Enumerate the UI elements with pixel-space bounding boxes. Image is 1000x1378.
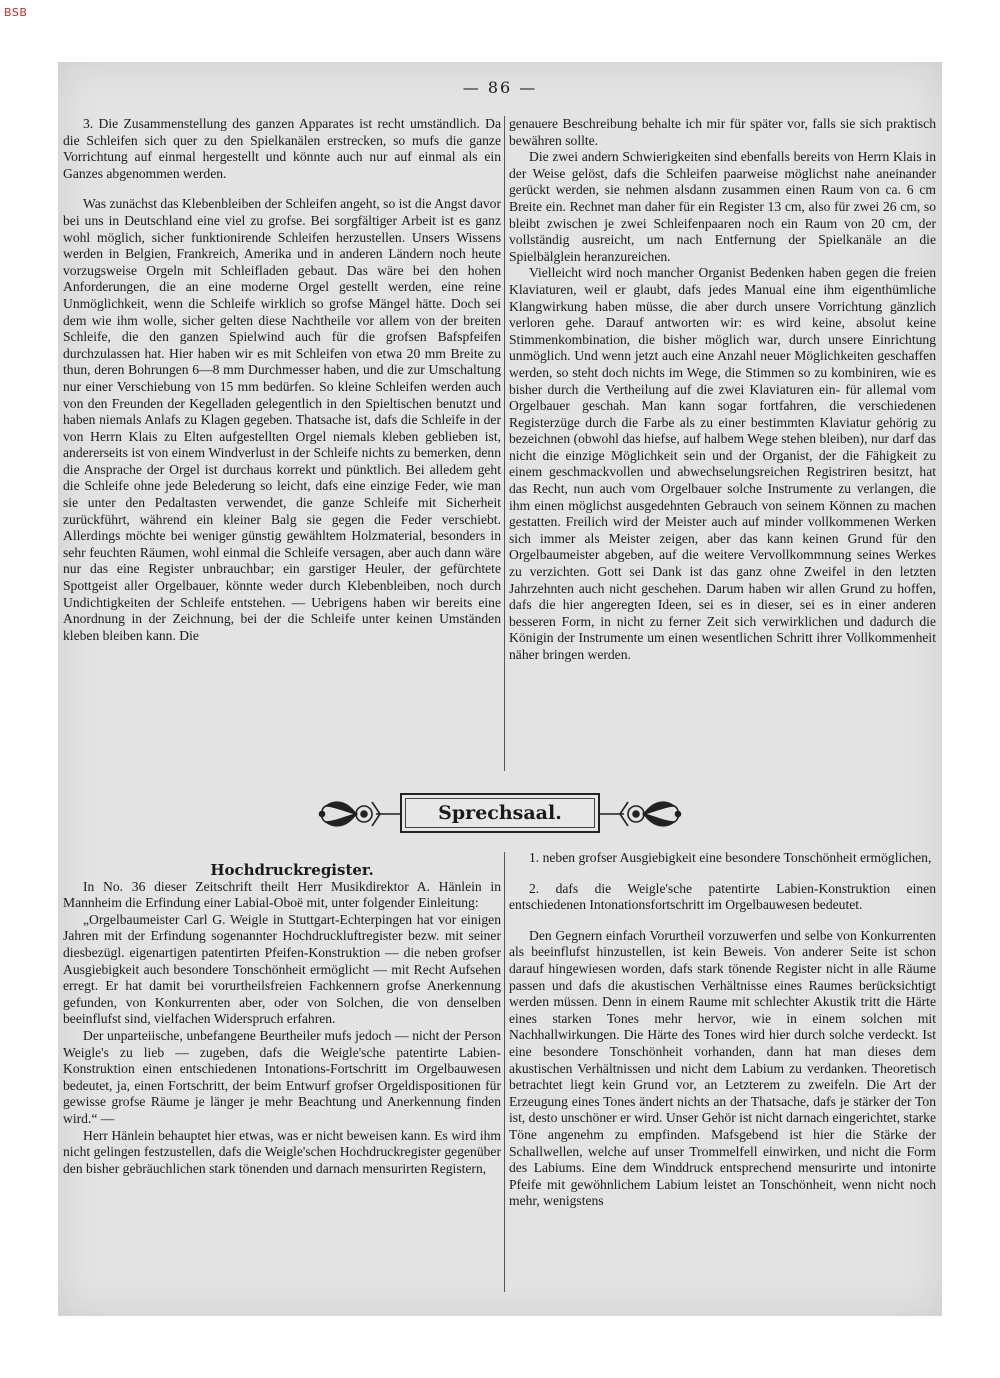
ornament-left-icon bbox=[316, 792, 400, 836]
paragraph: Was zunächst das Klebenbleiben der Schleifen angeht, so ist die Angst davor bei uns in Deutschland eine viel zu grofse. Bei sorgfältiger Arbeit ist es ganz wohl möglich, sicher funktionirende Schleifen herzustellen. Unsers Wissens werden in Belgien, Frankreich, Amerika und in anderen Ländern noch heute vorzugsweise Orgeln mit Schleifladen gebaut. Das wäre bei den hohen Anforderungen, die an eine moderne Orgel gestellt werden, eine reine Unmöglichkeit, wenn die Schleife wirklich so grofse Mängel hätte. Doch sei dem wie ihm wolle, sicher gelten diese Nachtheile vor allem von der breiten Schleife, die den ganzen Spielwind auch für die grofsen Bafspfeifen durchzulassen hat. Hier haben wir es mit Schleifen von etwa 20 mm Breite zu thun, deren Bohrungen 6—8 mm Durchmesser haben, und die zur Umschaltung nur einer Verschiebung von 15 mm bedürfen. So kleine Schleifen werden auch von den Freunden der Kegelladen gelegentlich in den Spieltischen benutzt und haben niemals Anlafs zu Klagen gegeben. Thatsache ist, dafs die Schleife in der von Herrn Klais zu Elten aufgestellten Orgel niemals kleben geblieben ist, andererseits ist von einem Windverlust in der Schleife nichts zu bemerken, denn die Ansprache der Orgel ist durchaus korrekt und pünktlich. Bei alledem geht die Schleife ohne jede Belederung so leicht, dafs eine einzige Feder, wie man sie unter den Pedaltasten verwendet, die ganze Schleife mit Sicherheit zurückführt, während ein kleiner Balg sie gegen die Feder verschiebt. Allerdings möchte bei weniger günstig gewähltem Holzmaterial, besonders in sehr feuchten Räumen, wohl einmal die Schleife versagen, aber auch dann wäre nur das eine Register unbrauchbar; ein garstiger Heuler, der gefürchtete Spottgeist aller Orgelbauer, könnte weder durch Klebenbleiben, noch durch Undichtigkeiten der Schleife entstehen. — Uebrigens haben wir bereits eine Anordnung in der Zeichnung, bei der die Schleife unter keinen Umständen kleben bleiben kann. Die bbox=[63, 196, 501, 643]
paragraph: 2. dafs die Weigle'sche patentirte Labien-Konstruktion einen entschiedenen Intonationsfortschritt im Orgelbauwesen bedeutet. bbox=[509, 880, 936, 913]
paragraph: Der unparteiische, unbefangene Beurtheiler mufs jedoch — nicht der Person Weigle's zu lieb — zugeben, dafs die Weigle'sche patentirte Labien-Konstruktion einen entschiedenen Intonations-Fortschritt im Orgelbauwesen bedeutet, ja, einen Fortschritt, der beim Entwurf grofser Orgeldispositionen für gewisse grofse Räume je länger je mehr Beachtung und Anerkennung finden wird.“ — bbox=[63, 1027, 501, 1126]
paragraph: Herr Hänlein behauptet hier etwas, was er nicht beweisen kann. Es wird ihm nicht gelingen festzustellen, dafs die Weigle'schen Hochdruckregister gegenüber den bisher gebräuchlichen stark tönenden und darnach mensurirten Registern, bbox=[63, 1127, 501, 1176]
paragraph: In No. 36 dieser Zeitschrift theilt Herr Musikdirektor A. Hänlein in Mannheim die Erfindung einer Labial-Oboë mit, unter folgender Einleitung: bbox=[63, 878, 501, 911]
article-heading: Hochdruckregister. bbox=[210, 861, 374, 879]
section-title: Sprechsaal. bbox=[438, 802, 562, 824]
library-watermark: BSB bbox=[4, 6, 28, 19]
paragraph: Vielleicht wird noch mancher Organist Bedenken haben gegen die freien Klaviaturen, weil er glaubt, dafs jedes Manual eine ihm eigenthümliche Klangwirkung haben müsse, die aber durch unsere Vorrichtung gänzlich verloren gehe. Darauf antworten wir: es wird keine, absolut keine Stimmenkombination, die bisher möglich war, durch unsere Einrichtung unmöglich. Und wenn jetzt auch eine Anzahl neuer Möglichkeiten geschaffen werden, so steht doch nichts im Wege, die Stimmen so zu kombiniren, wie es bisher durch die Vertheilung auf die zwei Klaviaturen ein- für allemal vom Orgelbauer geschah. Man kann sogar fortfahren, die verschiedenen Registerzüge durch die Farbe als zu einer bestimmten Klaviatur gehörig zu bezeichnen (obwohl das hiefse, auf halbem Wege stehen bleiben), nur darf das nicht die einzige Möglichkeit sein und der Organist, der die Fähigkeit zu einem geschmackvollen und abwechselungsreichen Registriren besitzt, hat das Recht, nun auch vom Orgelbauer solche Instrumente zu verlangen, die ihm einen möglichst ausgedehnten Gebrauch von seinem Können zu machen gestatten. Freilich wird der Meister auch auf minder vollkommenen Werken sich immer als Meister zeigen, aber das kann keinen Grund für den Orgelbaumeister abgeben, auf die weitere Vervollkommnung seines Werkes zu verzichten. Gott sei Dank ist das ganz ohne Zweifel in den letzten Jahrzehnten auch nicht geschehen. Darum haben wir allen Grund zu hoffen, dafs die hier angeregten Ideen, sei es in dieser, sei es in einer anderen besseren Form, in nicht zu ferner Zeit sich verwirklichen und dadurch die Königin der Instrumente um einen wesentlichen Schritt ihrer Vollkommenheit näher bringen werden. bbox=[509, 265, 936, 662]
paragraph: genauere Beschreibung behalte ich mir für später vor, falls sie sich praktisch bewähren sollte. bbox=[509, 116, 936, 148]
bottom-left-column bbox=[63, 862, 501, 1177]
column-divider-bottom bbox=[504, 852, 505, 1292]
column-divider-top bbox=[504, 116, 505, 771]
section-header bbox=[316, 790, 684, 838]
ornament-right-icon bbox=[600, 792, 684, 836]
section-title-box bbox=[400, 793, 600, 833]
scanned-page bbox=[58, 62, 942, 1316]
page-number: — 86 — bbox=[462, 78, 538, 97]
paragraph: Die zwei andern Schwierigkeiten sind ebenfalls bereits von Herrn Klais in der Weise gelöst, dafs die Schleifen paarweise möglichst nahe aneinander gerückt werden, sie nehmen alsdann zusammen einen Raum von ca. 6 cm Breite ein. Rechnet man daher für ein Register 13 cm, also für zwei 26 cm, so bleibt zwischen je zwei Schleifenpaaren noch ein Raum von 20 cm, der vollständig ausreicht, um nach Entfernung der Spielkanäle an die Spielbälglein heranzureichen. bbox=[509, 149, 936, 264]
paragraph: „Orgelbaumeister Carl G. Weigle in Stuttgart-Echterpingen hat vor einigen Jahren mit der Erfindung sogenannter Hochdruckluftregister bezw. mit seiner diesbezügl. eigenartigen patentirten Pfeifen-Konstruktion — die neben grofser Ausgiebigkeit auch besondere Tonschönheit ermöglicht — mit Recht Aufsehen erregt. Er hat damit bei vorurtheilsfreien Fachkennern grofse Anerkennung gefunden, von Konkurrenten aber, oder von Solchen, die von denselben beeinflufst sind, vielfachen Widerspruch erfahren. bbox=[63, 911, 501, 1027]
paragraph: 1. neben grofser Ausgiebigkeit eine besondere Tonschönheit ermöglichen, bbox=[529, 850, 932, 865]
bottom-right-column bbox=[509, 850, 936, 1210]
paragraph: 3. Die Zusammenstellung des ganzen Apparates ist recht umständlich. Da die Schleifen sich quer zu den Spielkanälen erstrecken, so mufs die ganze Vorrichtung auf einmal hergestellt und könnte auch nur auf einmal als ein Ganzes abgenommen werden. bbox=[63, 116, 501, 181]
top-right-column bbox=[509, 116, 936, 664]
top-left-column bbox=[63, 116, 501, 644]
paragraph: Den Gegnern einfach Vorurtheil vorzuwerfen und selbe von Konkurrenten als beeinflufst hinzustellen, ist kein Beweis. Von anderer Seite ist schon darauf hingewiesen worden, dafs stark tönende Register nicht in alle Räume passen und dafs die akustischen Verhältnisse eines Raumes berücksichtigt werden müssen. Denn in einem Raume mit schlechter Akustik tritt die Härte eines starken Tones mehr hervor, wie in einem solchen mit Nachhallwirkungen. Die Härte des Tones wird hier durch solche verdeckt. Ist eine besondere Tonschönheit vorhanden, dann hat man dieses dem akustischen Verhältnissen und nicht dem Labium zu verdanken. Theoretisch betrachtet liegt kein Grund vor, an Letzterem zu zweifeln. Die Art der Erzeugung eines Tones ändert nichts an der Thatsache, dafs je stärker der Ton ist, desto unschöner er wird. Unser Gehör ist nicht darnach eingerichtet, starke Töne angenehm zu empfinden. Mafsgebend ist hier die Stärke der Schallwellen, welche auf unser Trommelfell einwirken, und nicht die Form des Labiums. Eine dem Winddruck entsprechend mensurirte und intonirte Pfeife mit gewöhnlichem Labium leistet an Tonschönheit, wenn nicht noch mehr, wenigstens bbox=[509, 927, 936, 1209]
